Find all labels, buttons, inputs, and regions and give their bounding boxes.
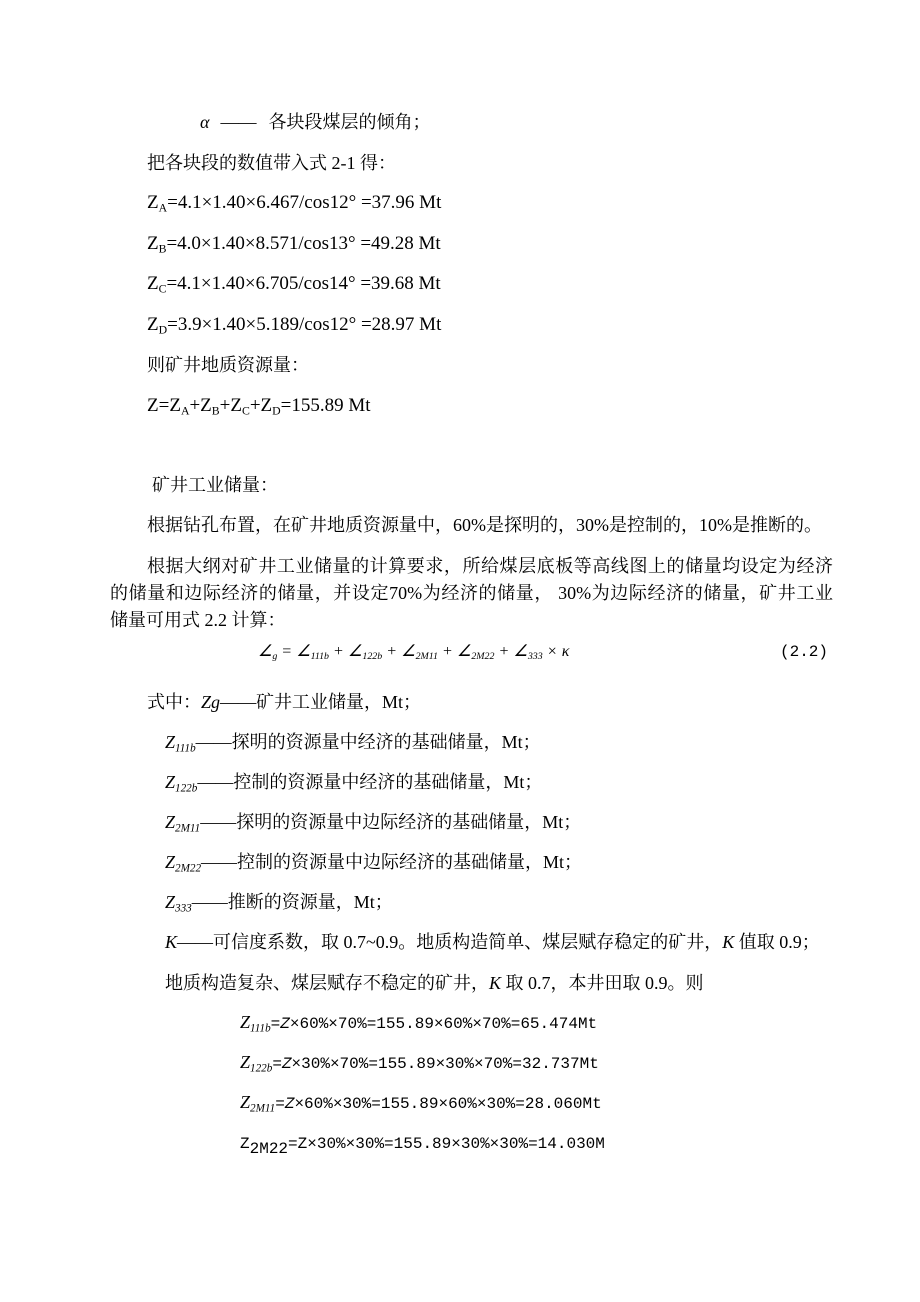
formula-subscript: 122b bbox=[362, 650, 383, 662]
definition-symbol: Z bbox=[165, 732, 176, 752]
total-term-subscript: B bbox=[211, 404, 220, 418]
block-symbol: Z bbox=[147, 314, 159, 335]
definition-symbol: Z bbox=[165, 852, 176, 872]
definition-subscript: 122b bbox=[175, 782, 198, 795]
block-c-line bbox=[147, 272, 441, 296]
alpha-description: 各块段煤层的倾角； bbox=[268, 112, 431, 132]
formula-2-2 bbox=[258, 640, 569, 664]
total-lhs: Z= bbox=[147, 395, 170, 416]
where-prefix: 式中： bbox=[147, 692, 201, 712]
definition-subscript: 333 bbox=[175, 902, 192, 915]
formula-symbol: ∠ bbox=[258, 643, 273, 660]
definition-line-2m11 bbox=[165, 810, 581, 834]
block-d-line bbox=[147, 313, 441, 337]
calc-line-111b bbox=[240, 1010, 597, 1036]
block-subscript: C bbox=[158, 282, 167, 296]
total-term-symbol: Z bbox=[200, 395, 212, 416]
total-resource-line bbox=[147, 394, 371, 418]
formula-subscript: 2M22 bbox=[471, 650, 495, 662]
k-definition-text: 取 0.7，本井田取 0.9。则 bbox=[501, 973, 704, 993]
formula-subscript: 2M11 bbox=[415, 650, 438, 662]
formula-subscript: 111b bbox=[310, 650, 330, 662]
definition-text: ——探明的资源量中边际经济的基础储量，Mt； bbox=[200, 812, 582, 832]
total-plus: + bbox=[219, 395, 231, 416]
calc-equals: = bbox=[272, 1055, 282, 1073]
formula-equals: = bbox=[282, 643, 292, 660]
calc-symbol: Z bbox=[240, 1135, 250, 1153]
k-definition-text: 值取 0.9； bbox=[734, 932, 820, 952]
formula-symbol: ∠ bbox=[296, 643, 311, 660]
calc-subscript: 2M11 bbox=[250, 1102, 276, 1115]
block-expression: =4.0×1.40×8.571/cos13° =49.28 Mt bbox=[166, 233, 441, 254]
total-term-symbol: Z bbox=[230, 395, 242, 416]
formula-subscript: 333 bbox=[527, 650, 543, 662]
industrial-reserve-heading: 矿井工业储量： bbox=[152, 475, 278, 495]
calc-equals: = bbox=[270, 1015, 281, 1033]
calc-equals: = bbox=[288, 1135, 298, 1153]
definition-line-122b bbox=[165, 770, 542, 794]
block-symbol: Z bbox=[147, 233, 159, 254]
definition-text: ——控制的资源量中经济的基础储量，Mt； bbox=[197, 772, 543, 792]
total-term-symbol: Z bbox=[169, 395, 181, 416]
substitution-intro: 把各块段的数值带入式 2-1 得： bbox=[147, 153, 396, 173]
reserve-method-line-3: 储量可用式 2.2 计算： bbox=[110, 610, 286, 630]
calc-subscript: 122b bbox=[250, 1062, 273, 1075]
total-term-subscript: D bbox=[272, 404, 281, 418]
total-result: =155.89 Mt bbox=[280, 395, 371, 416]
calc-expression: ×60%×70%=155.89×60%×70%=65.474Mt bbox=[289, 1015, 598, 1033]
calc-expression: ×30%×70%=155.89×30%×70%=32.737Mt bbox=[291, 1055, 599, 1073]
calc-line-2m22 bbox=[240, 1130, 605, 1156]
formula-symbol: ∠ bbox=[401, 643, 416, 660]
block-expression: =3.9×1.40×5.189/cos12° =28.97 Mt bbox=[167, 314, 442, 335]
k-definition-line-1 bbox=[165, 930, 820, 954]
calc-expression: ×60%×30%=155.89×60%×30%=28.060Mt bbox=[294, 1095, 602, 1113]
definition-text: ——控制的资源量中边际经济的基础储量，Mt； bbox=[201, 852, 583, 872]
k-definition-line-2 bbox=[165, 971, 704, 995]
definition-symbol: Z bbox=[165, 772, 176, 792]
formula-plus: + bbox=[334, 643, 344, 660]
definition-subscript: 2M22 bbox=[175, 862, 202, 875]
k-symbol: K bbox=[722, 932, 735, 952]
k-symbol: K bbox=[165, 932, 178, 952]
k-definition-text: ——可信度系数，取 0.7~0.9。地质构造简单、煤层赋存稳定的矿井， bbox=[177, 932, 723, 952]
calc-z: Z bbox=[284, 1095, 295, 1113]
total-term-subscript: A bbox=[180, 404, 190, 418]
calc-symbol: Z bbox=[240, 1012, 251, 1032]
total-term-subscript: C bbox=[241, 404, 250, 418]
definition-line-2m22 bbox=[165, 850, 582, 874]
calc-z: Z bbox=[297, 1135, 308, 1153]
block-a-line bbox=[147, 191, 441, 215]
block-subscript: B bbox=[158, 242, 167, 256]
definition-line-111b bbox=[165, 730, 541, 754]
calc-symbol: Z bbox=[240, 1052, 251, 1072]
formula-number: (2.2) bbox=[780, 643, 829, 661]
where-symbol: Zg bbox=[201, 692, 221, 712]
calc-z: Z bbox=[281, 1055, 292, 1073]
definition-symbol: Z bbox=[165, 812, 176, 832]
calc-symbol: Z bbox=[240, 1092, 251, 1112]
formula-plus: + bbox=[387, 643, 397, 660]
calc-subscript: 2M22 bbox=[249, 1139, 289, 1158]
where-line bbox=[147, 690, 421, 714]
total-plus: + bbox=[249, 395, 261, 416]
where-text: ——矿井工业储量，Mt； bbox=[220, 692, 422, 712]
block-symbol: Z bbox=[147, 273, 159, 294]
block-b-line bbox=[147, 232, 441, 256]
calc-expression: ×30%×30%=155.89×30%×30%=14.030M bbox=[307, 1135, 605, 1153]
block-subscript: A bbox=[158, 201, 168, 215]
formula-symbol: ∠ bbox=[348, 643, 363, 660]
block-subscript: D bbox=[158, 323, 168, 337]
formula-subscript: g bbox=[272, 650, 278, 662]
formula-plus: + bbox=[442, 643, 452, 660]
k-definition-text: 地质构造复杂、煤层赋存不稳定的矿井， bbox=[165, 973, 489, 993]
calc-subscript: 111b bbox=[250, 1022, 271, 1035]
alpha-dash: —— bbox=[220, 112, 257, 132]
block-symbol: Z bbox=[147, 192, 159, 213]
total-plus: + bbox=[189, 395, 201, 416]
reserve-method-line-2: 的储量和边际经济的储量，并设定70%为经济的储量， 30%为边际经济的储量，矿井工业 bbox=[110, 583, 833, 603]
block-expression: =4.1×1.40×6.705/cos14° =39.68 Mt bbox=[166, 273, 441, 294]
definition-line-333 bbox=[165, 890, 393, 914]
block-expression: =4.1×1.40×6.467/cos12° =37.96 Mt bbox=[167, 192, 442, 213]
alpha-symbol: α bbox=[200, 112, 210, 132]
alpha-definition-line bbox=[200, 110, 430, 134]
geological-resource-label: 则矿井地质资源量： bbox=[147, 355, 309, 375]
formula-times: × bbox=[547, 643, 557, 660]
reserve-method-line-1: 根据大纲对矿井工业储量的计算要求，所给煤层底板等高线图上的储量均设定为经济 bbox=[147, 556, 833, 576]
calc-line-122b bbox=[240, 1050, 599, 1076]
definition-subscript: 2M11 bbox=[175, 822, 201, 835]
k-symbol: K bbox=[489, 973, 502, 993]
formula-factor: κ bbox=[561, 643, 570, 660]
definition-subscript: 111b bbox=[175, 742, 196, 755]
definition-text: ——推断的资源量，Mt； bbox=[191, 892, 393, 912]
drillhole-paragraph: 根据钻孔布置，在矿井地质资源量中，60%是探明的，30%是控制的，10%是推断的。 bbox=[147, 515, 822, 535]
formula-symbol: ∠ bbox=[513, 643, 528, 660]
definition-text: ——探明的资源量中经济的基础储量，Mt； bbox=[195, 732, 541, 752]
calc-z: Z bbox=[280, 1015, 290, 1033]
total-term-symbol: Z bbox=[260, 395, 273, 416]
calc-equals: = bbox=[275, 1095, 285, 1113]
formula-plus: + bbox=[499, 643, 509, 660]
formula-symbol: ∠ bbox=[457, 643, 472, 660]
definition-symbol: Z bbox=[165, 892, 176, 912]
calc-line-2m11 bbox=[240, 1090, 602, 1116]
